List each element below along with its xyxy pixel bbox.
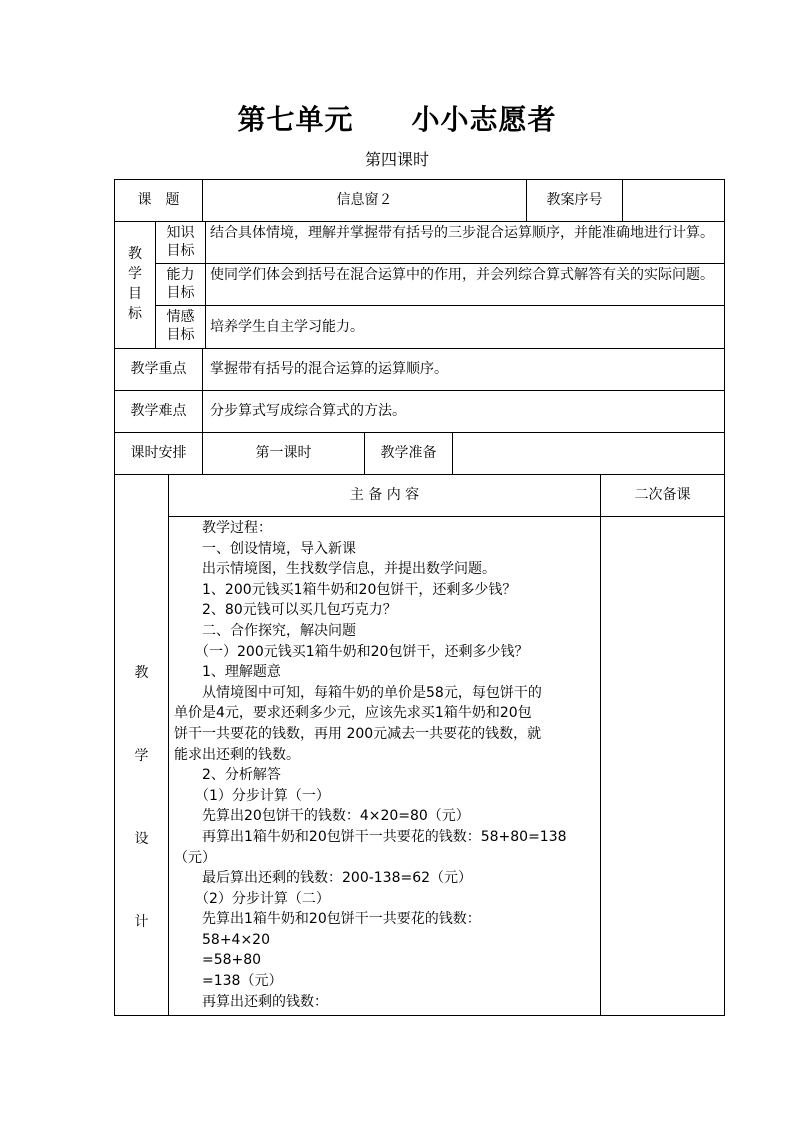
- teaching-process: [174, 518, 598, 1012]
- process-line: 58+4×20: [174, 931, 270, 948]
- process-line: 1、200元钱买1箱牛奶和20包饼干，还剩多少钱？: [174, 581, 517, 598]
- preparation-label: 教学准备: [380, 445, 437, 461]
- process-line: 先算出1箱牛奶和20包饼干一共要花的钱数：: [174, 911, 481, 928]
- schedule-label: 课时安排: [130, 445, 187, 461]
- process-line: （一）200元钱买1箱牛奶和20包饼干，还剩多少钱？: [174, 643, 529, 660]
- process-line: =58+80: [174, 952, 262, 969]
- secondary-prep-header: 二次备课: [634, 487, 691, 503]
- goal-divider: [155, 263, 725, 264]
- process-line: （2）分步计算（二）: [174, 890, 330, 907]
- goals-label-char: 目: [128, 286, 142, 302]
- process-line: 一、创设情境，导入新课: [174, 540, 356, 557]
- design-label-char: 计: [134, 914, 149, 930]
- row-divider: [114, 432, 725, 433]
- process-line: 2、80元钱可以买几包巧克力？: [174, 602, 397, 619]
- emotion-goal-text: 培养学生自主学习能力。: [210, 319, 364, 335]
- difficulty-label: 教学难点: [130, 403, 187, 419]
- process-line: 再算出还剩的钱数：: [174, 993, 328, 1010]
- header-divider: [168, 516, 725, 517]
- process-line: （1）分步计算（一）: [174, 787, 330, 804]
- goals-label: [115, 244, 155, 324]
- design-label-char: 教: [134, 665, 149, 681]
- lesson-subtitle: 第四课时: [364, 150, 429, 169]
- row-divider: [114, 348, 725, 349]
- difficulty-text: 分步算式写成综合算式的方法。: [210, 403, 406, 419]
- row-divider: [114, 390, 725, 391]
- process-line: 2、分析解答: [174, 767, 281, 784]
- process-line: （元）: [174, 849, 216, 866]
- col-divider: [622, 179, 623, 221]
- design-label-char: 设: [134, 831, 149, 847]
- ability-goal-label: 能力 目标: [166, 267, 195, 301]
- process-line: 从情境图中可知，每箱牛奶的单价是58元，每包饼干的: [174, 684, 542, 701]
- process-line: 二、合作探究，解决问题: [174, 622, 356, 639]
- page-title: 第七单元 小小志愿者: [237, 103, 557, 136]
- col-divider: [168, 474, 169, 1015]
- process-line: =138（元）: [174, 973, 283, 990]
- key-point-text: 掌握带有括号的混合运算的运算顺序。: [210, 361, 448, 377]
- process-line: 教学过程：: [174, 520, 272, 536]
- plan-number-label: 教案序号: [546, 192, 603, 208]
- schedule-value: 第一课时: [255, 445, 312, 461]
- process-line: 饼干一共要花的钱数，再用 200元减去一共要花的钱数，就: [174, 725, 542, 742]
- process-line: 1、理解题意: [174, 664, 281, 681]
- col-divider: [452, 432, 453, 474]
- process-line: 最后算出还剩的钱数：200-138=62（元）: [174, 870, 473, 887]
- table-border-top: [114, 179, 725, 180]
- process-line: 再算出1箱牛奶和20包饼干一共要花的钱数：58+80=138: [174, 828, 567, 845]
- emotion-goal-label: 情感 目标: [166, 309, 195, 343]
- knowledge-goal-label: 知识 目标: [166, 225, 195, 259]
- goals-label-char: 标: [128, 306, 142, 322]
- key-point-label: 教学重点: [130, 361, 187, 377]
- process-line: 能求出还剩的钱数。: [174, 746, 300, 763]
- goal-divider: [155, 305, 725, 306]
- col-divider: [600, 474, 601, 1015]
- goals-label-char: 教: [128, 246, 142, 262]
- table-border-bottom: [114, 1015, 725, 1016]
- main-content-header: 主 备 内 容: [349, 487, 420, 503]
- process-line: 单价是4元，要求还剩多少元，应该先求买1箱牛奶和20包: [174, 705, 532, 722]
- process-line: 出示情境图，生找数学信息，并提出数学问题。: [174, 561, 496, 578]
- table-border-right: [724, 179, 725, 1016]
- ability-goal-text: 使同学们体会到括号在混合运算中的作用，并会列综合算式解答有关的实际问题。: [210, 267, 714, 283]
- col-divider: [205, 221, 206, 348]
- knowledge-goal-text: 结合具体情境，理解并掌握带有括号的三步混合运算顺序，并能准确地进行计算。: [210, 225, 714, 241]
- design-label-char: 学: [134, 748, 149, 764]
- topic-label: 课 题: [137, 192, 180, 208]
- goals-label-char: 学: [128, 266, 142, 282]
- process-line: 先算出20包饼干的钱数：4×20=80（元）: [174, 808, 470, 825]
- topic-value: 信息窗２: [336, 192, 393, 208]
- row-divider: [114, 474, 725, 475]
